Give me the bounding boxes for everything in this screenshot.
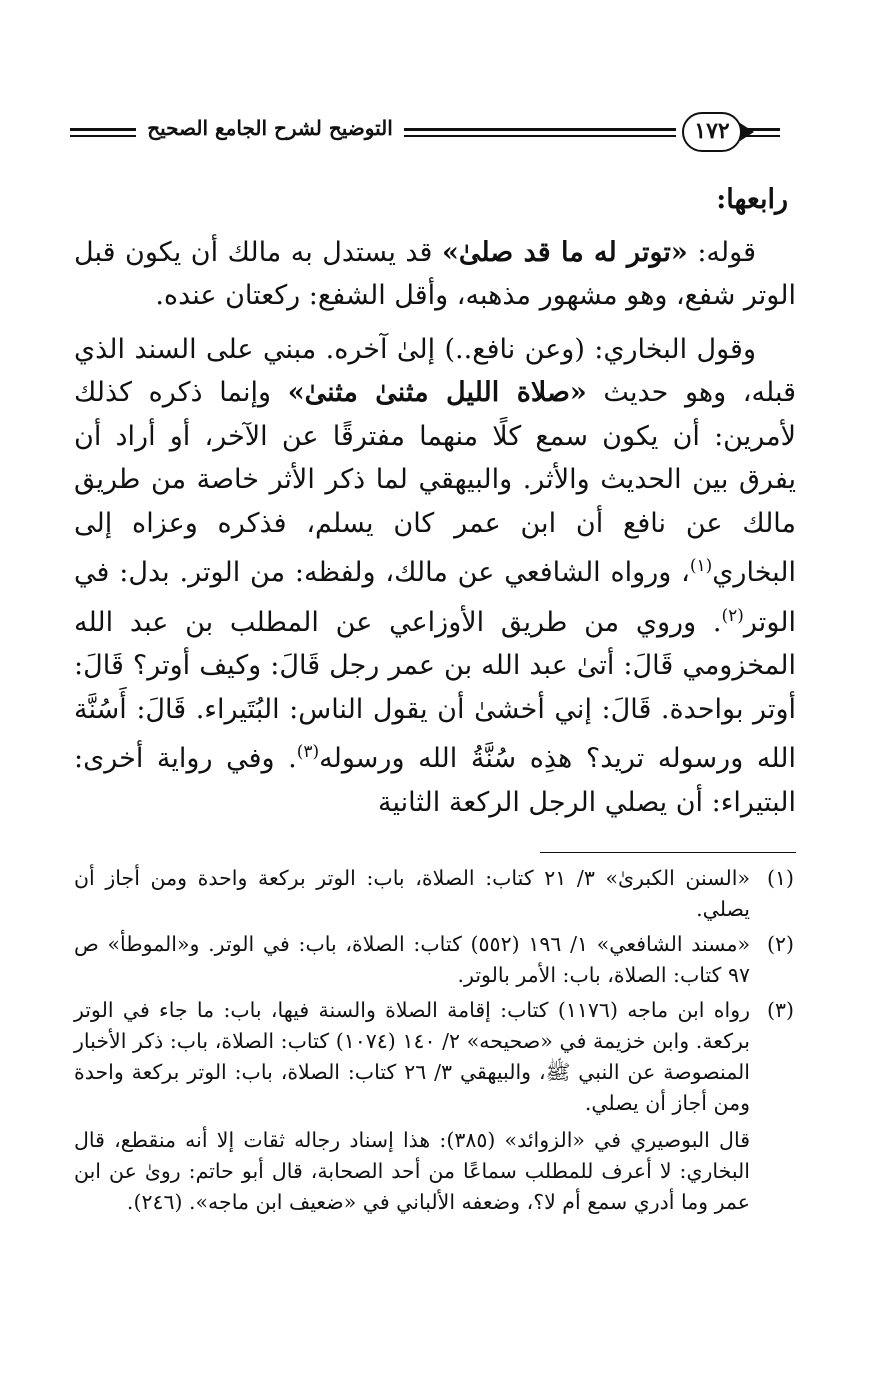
text-run: وإنما ذكره كذلك لأمرين: أن يكون سمع كلًا منهما مفترقًا عن الآخر، أو أراد أن يفرق بين الحديث والأثر. والبيهقي لما ذكر الأثر خاصة من طريق مالك عن نافع أن ابن عمر كان يسلم، فذكره وعزاه إلى البخاري [74, 377, 796, 588]
footnote-text: رواه ابن ماجه (١١٧٦) كتاب: إقامة الصلاة والسنة فيها، باب: ما جاء في الوتر بركعة. وابن خزيمة في «صحيحه» ٢/ ١٤٠ (١٠٧٤) كتاب: الصلاة، باب: ذكر الأخبار المنصوصة عن النبي ﷺ، والبيهقي ٣/ ٢٦ كتاب: الصلاة، باب: الوتر بركعة واحدة ومن أجاز أن يصلي. [74, 998, 750, 1115]
footnote-3 [74, 995, 796, 1218]
text-run: ، ورواه الشافعي عن مالك، ولفظه: من الوتر. بدل: في الوتر [74, 557, 796, 638]
footnote-2 [74, 929, 796, 991]
section-heading: رابعها: [716, 184, 788, 215]
text-run: قوله: [687, 236, 756, 268]
page-header [70, 112, 800, 160]
text-run: . وفي رواية أخرى: البتيراء: أن يصلي الرجل الركعة الثانية [74, 743, 796, 818]
footnote-text: «مسند الشافعي» ١/ ١٩٦ (٥٥٢) كتاب: الصلاة، باب: في الوتر. و«الموطأ» ص ٩٧ كتاب: الصلاة، باب: الأمر بالوتر. [74, 932, 750, 987]
footnote-ref: (٣) [296, 742, 320, 762]
footnote-number: (٣) [766, 998, 794, 1022]
footnote-number: (٢) [766, 932, 794, 956]
quoted-hadith: «صلاة الليل مثنىٰ مثنىٰ» [287, 377, 587, 408]
footnote-text-continued: قال البوصيري في «الزوائد» (٣٨٥): هذا إسناد رجاله ثقات إلا أنه منقطع، قال البخاري: لا أعرف للمطلب سماعًا من أحد الصحابة، قال أبو حاتم: روىٰ عن ابن عمر وما أدري سمع أم لا؟، وضعفه الألباني في «ضعيف ابن ماجه». (٢٤٦). [74, 1128, 750, 1214]
header-rule-middle [404, 128, 676, 137]
footnote-text: «السنن الكبرىٰ» ٣/ ٢١ كتاب: الصلاة، باب: الوتر بركعة واحدة ومن أجاز أن يصلي. [74, 866, 750, 921]
header-rule-right [740, 128, 780, 137]
footnote-separator [540, 852, 796, 853]
footnote-number: (١) [766, 866, 794, 890]
footnote-ref: (٢) [721, 605, 744, 626]
text-run: قد يستدل به مالك أن يكون قبل الوتر شفع، وهو مشهور مذهبه، وأقل الشفع: ركعتان عنده. [74, 236, 796, 311]
text-run: . وروي من طريق الأوزاعي عن المطلب بن عبد الله المخزومي قَالَ: أتىٰ عبد الله بن عمر رجل قَالَ: وكيف أوتر؟ قَالَ: أوتر بواحدة. قَالَ: إني أخشىٰ أن يقول الناس: البُتَيراء. قَالَ: أَسُنَّة الله ورسوله تريد؟ هذِه سُنَّةُ الله ورسوله [74, 606, 796, 774]
running-title: التوضيح لشرح الجامع الصحيح [147, 116, 393, 140]
footnotes [74, 863, 796, 1222]
footnote-ref: (١) [689, 556, 713, 576]
paragraph-1 [74, 231, 796, 318]
main-text [74, 178, 796, 824]
text-run: وقول البخاري: (وعن نافع..) إلىٰ آخره. مبني على السند الذي قبله، وهو حديث [74, 333, 796, 408]
header-rule-left [70, 128, 136, 137]
paragraph-2 [74, 328, 796, 825]
footnote-1 [74, 863, 796, 925]
quoted-hadith: «توتر له ما قد صلىٰ» [441, 236, 688, 268]
page-number: ١٧٢ [682, 112, 742, 152]
